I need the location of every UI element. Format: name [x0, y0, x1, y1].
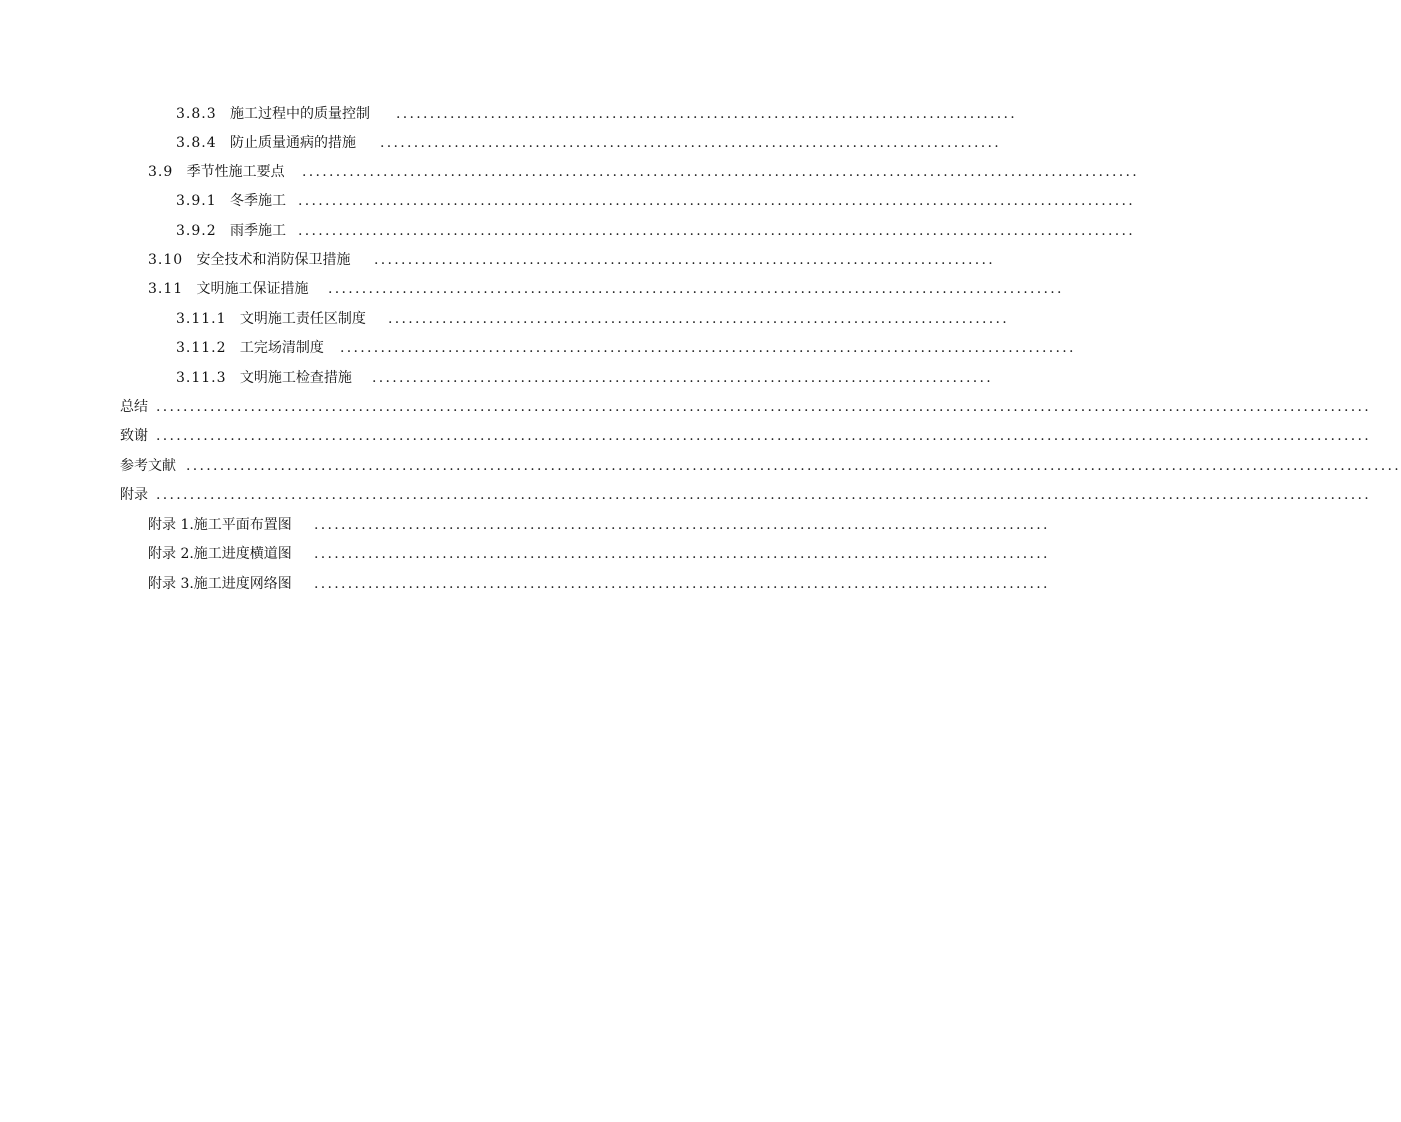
toc-entry-title: 施工过程中的质量控制 [229, 106, 370, 122]
toc-dot-leader: .................................................................................................................................................................................... [156, 399, 1372, 415]
toc-entry-number: 3.11.3 [176, 370, 227, 386]
toc-entry-title: 附录 [120, 487, 148, 503]
toc-entry-number: 3.10 [148, 252, 184, 268]
toc-dot-leader: ............................................................................................................. [314, 546, 1050, 562]
toc-entry-title: 雨季施工 [229, 223, 286, 239]
toc-entry-title: 季节性施工要点 [186, 164, 285, 180]
toc-dot-leader: ............................................................................................ [372, 370, 994, 386]
toc-entry-title: 致谢 [120, 428, 148, 444]
toc-dot-leader: ............................................................................................ [396, 106, 1018, 122]
toc-dot-leader: ............................................................................................ [374, 252, 996, 268]
toc-dot-leader: ............................................................................................................................ [302, 164, 1140, 180]
toc-entry-number: 3.8.3 [176, 106, 217, 122]
toc-entry-number: 3.8.4 [176, 135, 217, 151]
toc-entry-title: 工完场清制度 [239, 340, 324, 356]
toc-entry-number: 3.11 [148, 281, 184, 297]
toc-dot-leader: ............................................................................................................................ [298, 223, 1136, 239]
toc-entry-title: 安全技术和消防保卫措施 [196, 252, 351, 268]
toc-entry-title: 附录 2.施工进度横道图 [148, 546, 292, 562]
toc-entry-title: 防止质量通病的措施 [229, 135, 356, 151]
toc-entry-title: 冬季施工 [229, 193, 286, 209]
toc-dot-leader: ............................................................................................................................ [298, 193, 1136, 209]
toc-entry-title: 附录 3.施工进度网络图 [148, 576, 292, 592]
toc-entry-title: 总结 [120, 399, 148, 415]
toc-dot-leader: ............................................................................................................. [314, 576, 1050, 592]
toc-entry-number: 3.11.1 [176, 311, 227, 327]
toc-dot-leader: ............................................................................................................. [314, 517, 1050, 533]
toc-dot-leader: .................................................................................................................................................................................... [156, 428, 1372, 444]
toc-entry-title: 附录 1.施工平面布置图 [148, 517, 292, 533]
toc-dot-leader: ............................................................................................ [380, 135, 1002, 151]
toc-dot-leader: ............................................................................................ [388, 311, 1010, 327]
toc-entry-title: 文明施工责任区制度 [239, 311, 366, 327]
toc-dot-leader: ............................................................................................................. [328, 281, 1064, 297]
toc-entry-number: 3.9.2 [176, 223, 217, 239]
toc-dot-leader: ............................................................................................................. [340, 340, 1076, 356]
toc-entry-number: 3.11.2 [176, 340, 227, 356]
toc-entry-title: 文明施工保证措施 [196, 281, 309, 297]
toc-entry-title: 参考文献 [120, 458, 176, 474]
toc-entry-title: 文明施工检查措施 [239, 370, 352, 386]
toc-dot-leader: .................................................................................................................................................................................... [156, 487, 1372, 503]
toc-entry-number: 3.9.1 [176, 193, 217, 209]
toc-entry-number: 3.9 [148, 164, 174, 180]
toc-dot-leader: .................................................................................................................................................................................... [186, 458, 1401, 474]
